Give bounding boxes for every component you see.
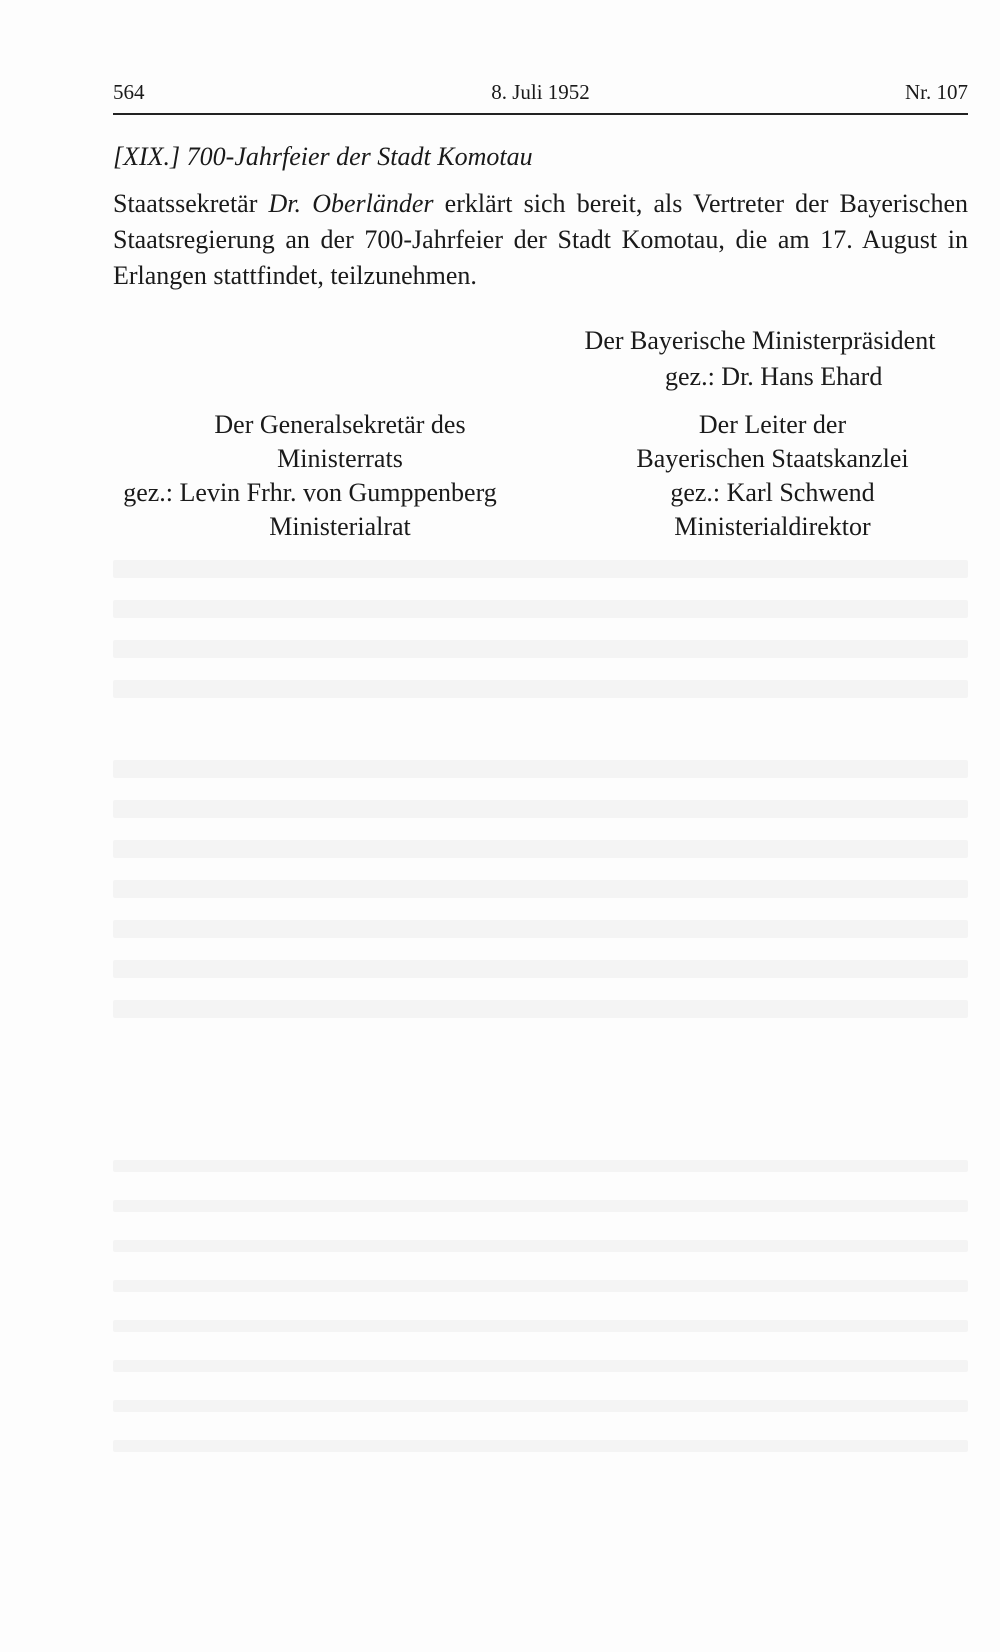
bleed-through-texture xyxy=(113,840,968,858)
signature-rank: Ministerialrat xyxy=(269,512,411,541)
bleed-through-texture xyxy=(113,920,968,938)
bleed-through-texture xyxy=(113,1200,968,1212)
issue-number: Nr. 107 xyxy=(905,80,968,104)
bleed-through-texture xyxy=(113,1160,968,1172)
body-part1: Staatssekretär xyxy=(113,189,269,218)
bleed-through-texture xyxy=(113,960,968,978)
signature-signed: gez.: Dr. Hans Ehard xyxy=(665,362,883,391)
signature-rank: Ministerialdirektor xyxy=(674,512,871,541)
bleed-through-texture xyxy=(113,680,968,698)
bleed-through-texture xyxy=(113,880,968,898)
body-paragraph xyxy=(113,186,968,294)
header-date: 8. Juli 1952 xyxy=(491,80,590,104)
bleed-through-texture xyxy=(113,1440,968,1452)
signature-secretary-general xyxy=(123,408,540,544)
page-header xyxy=(113,80,968,112)
bleed-through-texture xyxy=(113,1000,968,1018)
bleed-through-texture xyxy=(113,560,968,578)
bleed-through-texture xyxy=(113,1360,968,1372)
body-title-dr: Dr. xyxy=(268,189,302,218)
bleed-through-texture xyxy=(113,1400,968,1412)
body-part2: erklärt sich bereit, als Vertreter der Bayerischen Staatsregierung an der 700-Jahrfeier der Stadt Komotau, die am 17. August in Erlangen stattfindet, teilzunehmen. xyxy=(113,189,968,290)
signature-signed: gez.: Karl Schwend xyxy=(670,478,875,507)
signature-chancellery-head xyxy=(600,408,945,544)
bleed-through-texture xyxy=(113,600,968,618)
signature-signed: gez.: Levin Frhr. von Gumppenberg xyxy=(123,478,497,507)
section-title: 700-Jahrfeier der Stadt Komotau xyxy=(186,142,533,171)
bleed-through-texture xyxy=(113,760,968,778)
page-number: 564 xyxy=(113,80,145,104)
signature-role-line2: Bayerischen Staatskanzlei xyxy=(636,444,909,473)
bleed-through-texture xyxy=(113,1320,968,1332)
bleed-through-texture xyxy=(113,800,968,818)
bleed-through-texture xyxy=(113,640,968,658)
signature-minister-president xyxy=(560,323,960,395)
section-number: [XIX.] xyxy=(113,142,181,171)
section-heading xyxy=(113,140,968,174)
signature-role: Der Bayerische Ministerpräsident xyxy=(584,326,936,355)
signature-role-line1: Der Leiter der xyxy=(698,410,847,439)
bleed-through-texture xyxy=(113,1240,968,1252)
header-rule xyxy=(113,113,968,115)
signature-role-line1: Der Generalsekretär des xyxy=(214,410,466,439)
bleed-through-texture xyxy=(113,1280,968,1292)
body-name: Oberländer xyxy=(312,189,434,218)
signature-role-line2: Ministerrats xyxy=(277,444,403,473)
